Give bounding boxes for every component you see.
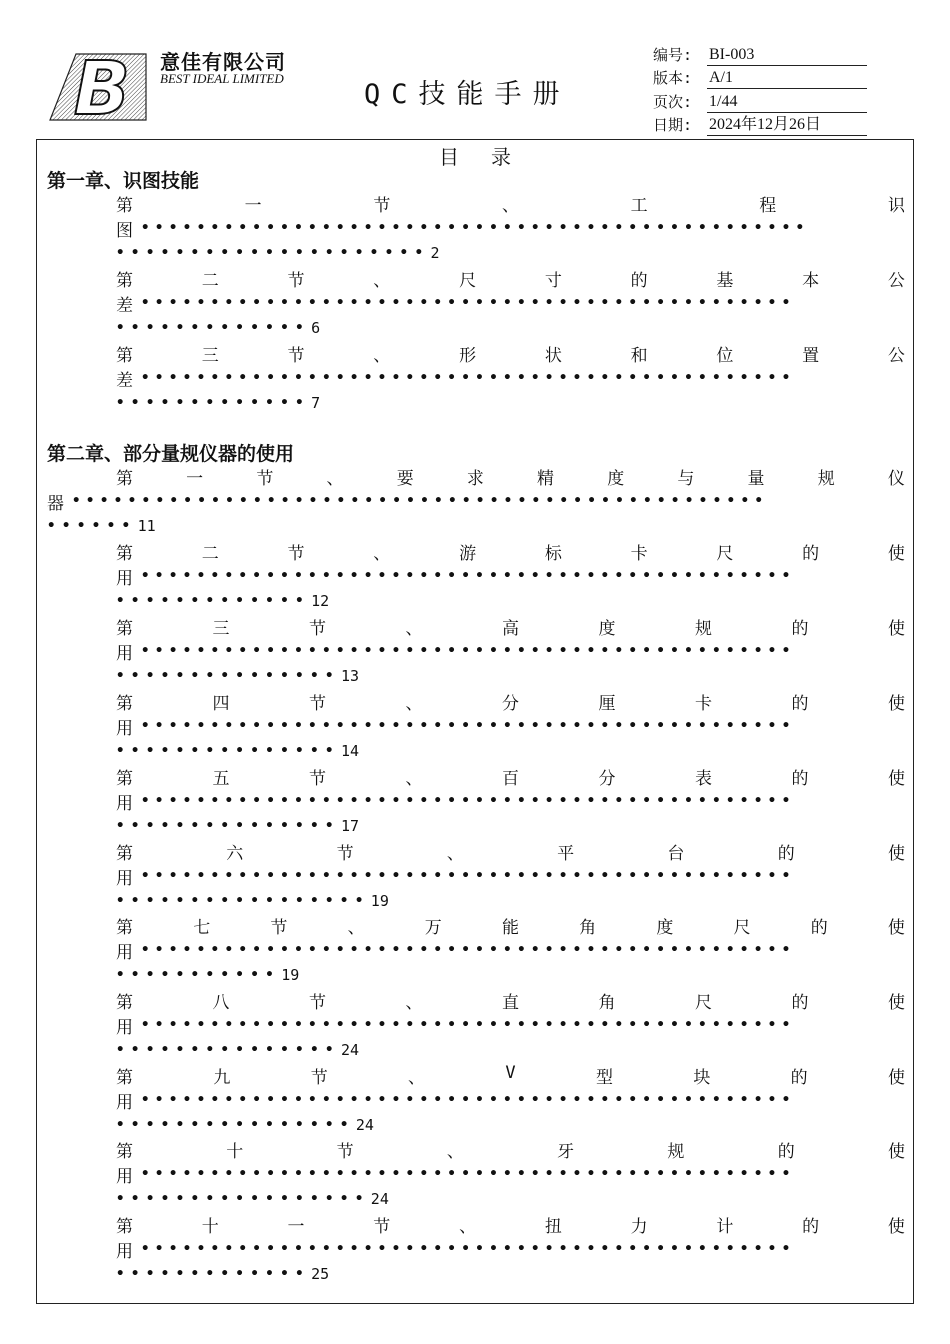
- toc-entry-char: 表: [695, 769, 712, 789]
- toc-entry-char: 台: [667, 844, 685, 864]
- toc-entry-char: 游: [459, 544, 477, 564]
- toc-entry-char: 、: [408, 1068, 426, 1088]
- dot-leader: •••••••••••••••: [116, 743, 340, 759]
- toc-entry-char: 第: [116, 1142, 133, 1162]
- dot-leader: •••••••••••••: [116, 320, 311, 336]
- toc-entry-char: 公: [887, 346, 905, 366]
- toc-entry-char: 使: [887, 1217, 905, 1237]
- toc-entry-char: 标: [544, 544, 562, 564]
- toc-entry-char: 第: [116, 619, 133, 639]
- toc-entry-lead-char: 用: [116, 868, 133, 888]
- meta-row: [653, 42, 867, 66]
- toc-entry-char: 与: [677, 469, 695, 489]
- toc-entry-char: 度: [656, 918, 674, 938]
- toc-entry-char: 节: [270, 918, 288, 938]
- toc-entry-char: 量: [747, 469, 765, 489]
- toc-entry-char: 节: [309, 769, 326, 789]
- toc-entry-char: 、: [347, 918, 365, 938]
- page-number: 13: [340, 667, 359, 685]
- toc-entry-char: 仪: [887, 469, 905, 489]
- toc-entry-char: 、: [405, 694, 423, 714]
- toc-entry-char: 角: [579, 918, 597, 938]
- company-logo: [46, 50, 150, 124]
- toc-entry-leader: [116, 639, 907, 663]
- toc-entry-char: 使: [888, 769, 905, 789]
- document-meta: [653, 42, 867, 136]
- toc-entry-char: 公: [887, 271, 905, 291]
- meta-underline: [707, 46, 867, 66]
- toc-entry-char: 尺: [695, 993, 712, 1013]
- dot-leader: •••••••••••••••••••••••••••••••••••••••••••••••: [141, 942, 796, 958]
- toc-entry-char: 、: [326, 469, 344, 489]
- dot-leader: •••••••••••••••: [116, 668, 340, 684]
- toc-entry-char: 九: [213, 1068, 231, 1088]
- toc-entry-char: 的: [630, 271, 648, 291]
- toc-entry-char: 第: [116, 1068, 133, 1088]
- toc-entry-page-line: [116, 664, 359, 688]
- logo-letter: B: [73, 50, 131, 124]
- page-number: 7: [311, 394, 321, 412]
- dot-leader: •••••••••••••: [116, 593, 311, 609]
- toc-entry-char: 、: [405, 769, 423, 789]
- toc-entry-char: 形: [459, 346, 477, 366]
- toc-entry-char: 节: [310, 1068, 328, 1088]
- toc-entry-page-line: [116, 889, 389, 913]
- toc-entry-leader: [116, 291, 907, 315]
- toc-entry-lead-char: 用: [116, 1017, 133, 1037]
- toc-entry-lead-char: 图: [116, 220, 133, 240]
- toc-entry-char: 规: [817, 469, 835, 489]
- toc-entry-leader: [47, 489, 907, 513]
- toc-entry-lead-char: 用: [116, 1241, 133, 1261]
- toc-entry-char: 六: [226, 844, 244, 864]
- toc-entry-char: 置: [802, 346, 820, 366]
- meta-label: 版本:: [653, 69, 693, 87]
- toc-entry-char: 尺: [459, 271, 477, 291]
- toc-entry-char: 节: [309, 694, 326, 714]
- meta-row: [653, 66, 867, 90]
- toc-entry-char: 二: [201, 544, 219, 564]
- toc-entry-page-line: [116, 1113, 374, 1137]
- toc-entry-char: 节: [287, 544, 305, 564]
- toc-entry-title: [116, 539, 905, 563]
- toc-entry-char: 节: [373, 196, 391, 216]
- toc-entry-char: 使: [888, 694, 905, 714]
- toc-entry-title: [116, 341, 905, 365]
- toc-entry-char: 节: [256, 469, 274, 489]
- toc-entry-lead-char: 差: [116, 295, 133, 315]
- page-number: 11: [137, 517, 156, 535]
- toc-entry-char: 五: [212, 769, 230, 789]
- dot-leader: •••••••••••••••••: [116, 1191, 370, 1207]
- toc-entry-char: 本: [802, 271, 820, 291]
- toc-entry-char: 牙: [557, 1142, 575, 1162]
- toc-entry-lead-char: 用: [116, 718, 133, 738]
- toc-entry-leader: [116, 1013, 907, 1037]
- toc-entry-char: 一: [287, 1217, 305, 1237]
- dot-leader: •••••••••••••••••••••••••••••••••••••••••••••••: [141, 1092, 796, 1108]
- toc-entry-char: 规: [695, 619, 712, 639]
- toc-entry-title: [116, 614, 905, 638]
- toc-entry-char: 第: [116, 769, 133, 789]
- toc-entry-title: [116, 266, 905, 290]
- dot-leader: •••••••••••••••••••••••••••••••••••••••••••••••: [141, 643, 796, 659]
- toc-entry-char: 使: [887, 844, 905, 864]
- toc-entry-char: 第: [116, 1217, 133, 1237]
- toc-entry-char: 的: [791, 694, 809, 714]
- page-number: 6: [311, 319, 321, 337]
- toc-entry-char: 十: [226, 1142, 244, 1162]
- toc-entry-char: 、: [405, 993, 423, 1013]
- toc-entry-lead-char: 用: [116, 942, 133, 962]
- toc-entry-char: 七: [193, 918, 211, 938]
- toc-entry-char: 高: [502, 619, 519, 639]
- toc-entry-leader: [116, 1162, 907, 1186]
- meta-underline: [707, 116, 867, 136]
- dot-leader: •••••••••••: [116, 967, 281, 983]
- toc-entry-leader: [116, 216, 907, 240]
- toc-entry-char: 厘: [598, 694, 616, 714]
- toc-entry-char: 识: [887, 196, 905, 216]
- toc-entry-lead-char: 用: [116, 793, 133, 813]
- page-number: 24: [355, 1116, 374, 1134]
- toc-entry-leader: [116, 1237, 907, 1261]
- chapter-title: 第二章、部分量规仪器的使用: [47, 443, 295, 465]
- dot-leader: •••••••••••••••••••••••••••••••••••••••••••••••: [141, 1017, 796, 1033]
- toc-entry-char: 能: [501, 918, 519, 938]
- toc-entry-char: 、: [373, 544, 391, 564]
- toc-entry-char: 尺: [716, 544, 734, 564]
- toc-entry-lead-char: 器: [47, 493, 64, 513]
- dot-leader: •••••••••••••••••••••••••••••••••••••••••••••••: [141, 868, 796, 884]
- toc-entry-page-line: [116, 1187, 389, 1211]
- toc-entry-char: 第: [116, 993, 133, 1013]
- toc-entry-char: 万: [424, 918, 442, 938]
- toc-entry-char: 的: [802, 1217, 820, 1237]
- toc-entry-char: 度: [607, 469, 625, 489]
- toc-entry-page-line: [116, 1038, 359, 1062]
- toc-entry-char: 二: [201, 271, 219, 291]
- toc-entry-page-line: [116, 1262, 329, 1286]
- toc-entry-char: 的: [791, 619, 809, 639]
- meta-row: [653, 89, 867, 113]
- toc-entry-char: 节: [373, 1217, 391, 1237]
- toc-entry-char: 平: [557, 844, 575, 864]
- toc-entry-title: [116, 839, 905, 863]
- toc-entry-char: 、: [373, 271, 391, 291]
- toc-entry-char: 使: [888, 1068, 905, 1088]
- meta-label: 编号:: [653, 45, 693, 64]
- toc-entry-char: 第: [116, 844, 133, 864]
- meta-value: BI-003: [709, 45, 755, 63]
- dot-leader: •••••••••••••••: [116, 818, 340, 834]
- toc-entry-page-line: [116, 814, 359, 838]
- toc-entry-char: 的: [802, 544, 820, 564]
- toc-entry-char: 使: [887, 918, 905, 938]
- toc-entry-char: 分: [598, 769, 616, 789]
- company-name-en: BEST IDEAL LIMITED: [160, 71, 284, 86]
- toc-entry-page-line: [116, 963, 299, 987]
- toc-entry-char: 使: [887, 1142, 905, 1162]
- toc-entry-char: 十: [201, 1217, 219, 1237]
- meta-label: 日期:: [653, 116, 693, 134]
- toc-entry-char: 、: [405, 619, 423, 639]
- toc-entry-char: 求: [466, 469, 484, 489]
- toc-entry-char: 第: [116, 469, 133, 489]
- meta-underline: [707, 69, 867, 89]
- toc-entry-title: [116, 764, 905, 788]
- toc-entry-char: 寸: [544, 271, 562, 291]
- toc-entry-title: [116, 913, 905, 937]
- toc-entry-leader: [116, 366, 907, 390]
- toc-entry-lead-char: 差: [116, 370, 133, 390]
- toc-entry-char: 第: [116, 196, 133, 216]
- toc-entry-char: 直: [502, 993, 519, 1013]
- toc-entry-char: 的: [791, 993, 809, 1013]
- dot-leader: •••••••••••••: [116, 395, 311, 411]
- page-number: 12: [311, 592, 330, 610]
- toc-entry-char: 和: [630, 346, 648, 366]
- dot-leader: •••••••••••••: [116, 1266, 311, 1282]
- toc-entry-char: 节: [309, 619, 326, 639]
- page-number: 14: [340, 742, 359, 760]
- meta-row: [653, 113, 867, 137]
- dot-leader: •••••••••••••••: [116, 1042, 340, 1058]
- page-number: 19: [370, 892, 389, 910]
- dot-leader: •••••••••••••••••••••••••••••••••••••••••••••••: [141, 718, 796, 734]
- toc-entry-char: 节: [309, 993, 326, 1013]
- toc-entry-title: [116, 191, 905, 215]
- toc-entry-title: [116, 464, 905, 488]
- toc-entry-char: 四: [212, 694, 230, 714]
- dot-leader: ••••••••••••••••••••••••••••••••••••••••••••••••••: [72, 493, 769, 509]
- toc-entry-char: 力: [630, 1217, 648, 1237]
- page-number: 17: [340, 817, 359, 835]
- toc-entry-char: 的: [790, 1068, 808, 1088]
- toc-entry-char: 的: [777, 1142, 795, 1162]
- toc-entry-char: 、: [459, 1217, 477, 1237]
- dot-leader: •••••••••••••••••••••••••••••••••••••••••••••••: [141, 568, 796, 584]
- toc-entry-char: 分: [502, 694, 519, 714]
- toc-entry-char: 块: [693, 1068, 711, 1088]
- toc-entry-lead-char: 用: [116, 1092, 133, 1112]
- toc-entry-leader: [116, 1088, 907, 1112]
- meta-value: 1/44: [709, 92, 738, 110]
- toc-entry-char: 角: [598, 993, 616, 1013]
- toc-entry-char: 计: [716, 1217, 734, 1237]
- meta-value: A/1: [709, 69, 733, 86]
- toc-entry-char: 要: [396, 469, 414, 489]
- toc-entry-char: 程: [759, 196, 777, 216]
- dot-leader: •••••••••••••••••••••••••••••••••••••••••••••••: [141, 1166, 796, 1182]
- dot-leader: •••••••••••••••••••••••••••••••••••••••••••••••: [141, 793, 796, 809]
- toc-entry-title: [116, 1063, 905, 1087]
- toc-entry-char: 位: [716, 346, 734, 366]
- toc-entry-page-line: [116, 316, 320, 340]
- toc-entry-page-line: [116, 391, 320, 415]
- toc-entry-char: 、: [373, 346, 391, 366]
- toc-entry-char: 第: [116, 694, 133, 714]
- toc-entry-char: 精: [537, 469, 555, 489]
- toc-entry-char: 第: [116, 544, 133, 564]
- dot-leader: •••••••••••••••••: [116, 893, 370, 909]
- toc-entry-char: 第: [116, 271, 133, 291]
- toc-entry-char: 的: [810, 918, 828, 938]
- toc-entry-char: 使: [887, 544, 905, 564]
- toc-entry-char: 、: [501, 196, 519, 216]
- toc-entry-char: 卡: [695, 694, 712, 714]
- toc-entry-char: 、: [446, 1142, 464, 1162]
- toc-entry-char: 节: [287, 346, 305, 366]
- dot-leader: •••••••••••••••••••••••••••••••••••••••••••••••: [141, 295, 796, 311]
- toc-entry-lead-char: 用: [116, 568, 133, 588]
- toc-entry-leader: [116, 938, 907, 962]
- toc-entry-char: 卡: [630, 544, 648, 564]
- toc-entry-char: 百: [502, 769, 519, 789]
- toc-entry-char: 的: [791, 769, 809, 789]
- page-number: 25: [311, 1265, 330, 1283]
- document-title: QC技能手册: [364, 79, 571, 110]
- toc-entry-title: [116, 689, 905, 713]
- chapter-title: 第一章、识图技能: [47, 170, 200, 192]
- page-number: 2: [430, 244, 440, 262]
- toc-entry-title: [116, 1212, 905, 1236]
- dot-leader: ••••••: [47, 518, 137, 534]
- toc-entry-char: 节: [336, 844, 354, 864]
- toc-entry-title: [116, 1137, 905, 1161]
- toc-entry-char: 尺: [733, 918, 751, 938]
- meta-underline: [707, 93, 867, 113]
- toc-entry-page-line: [116, 739, 359, 763]
- toc-entry-char: 基: [716, 271, 734, 291]
- toc-entry-char: 状: [544, 346, 562, 366]
- dot-leader: •••••••••••••••••••••••••••••••••••••••••••••••: [141, 1241, 796, 1257]
- meta-value: 2024年12月26日: [709, 116, 822, 133]
- toc-entry-char: 三: [212, 619, 230, 639]
- toc-entry-char: 节: [336, 1142, 354, 1162]
- toc-entry-char: 、: [446, 844, 464, 864]
- toc-entry-char: 八: [212, 993, 230, 1013]
- toc-entry-char: 一: [244, 196, 262, 216]
- toc-entry-leader: [116, 864, 907, 888]
- toc-entry-lead-char: 用: [116, 643, 133, 663]
- meta-label: 页次:: [653, 92, 693, 111]
- toc-entry-lead-char: 用: [116, 1166, 133, 1186]
- dot-leader: ••••••••••••••••••••••••••••••••••••••••••••••••: [141, 220, 810, 236]
- toc-entry-char: 工: [630, 196, 648, 216]
- toc-entry-page-line: [47, 514, 156, 538]
- toc-entry-char: 一: [186, 469, 204, 489]
- toc-entry-char: 第: [116, 346, 133, 366]
- page-number: 19: [281, 966, 300, 984]
- dot-leader: •••••••••••••••••••••••••••••••••••••••••••••••: [141, 370, 796, 386]
- toc-entry-char: 使: [888, 993, 905, 1013]
- toc-entry-char: 扭: [544, 1217, 562, 1237]
- toc-entry-char: V: [505, 1063, 516, 1083]
- toc-entry-page-line: [116, 589, 329, 613]
- company-name-cn: 意佳有限公司: [160, 50, 286, 74]
- toc-entry-char: 的: [777, 844, 795, 864]
- toc-entry-char: 第: [116, 918, 133, 938]
- toc-entry-char: 三: [201, 346, 219, 366]
- toc-entry-char: 度: [598, 619, 616, 639]
- toc-heading: 目录: [439, 145, 543, 169]
- toc-entry-char: 节: [287, 271, 305, 291]
- toc-entry-title: [116, 988, 905, 1012]
- toc-entry-leader: [116, 564, 907, 588]
- toc-entry-char: 型: [595, 1068, 613, 1088]
- dot-leader: •••••••••••••••••••••: [116, 245, 430, 261]
- dot-leader: ••••••••••••••••: [116, 1117, 355, 1133]
- toc-entry-page-line: [116, 241, 440, 265]
- toc-entry-leader: [116, 714, 907, 738]
- page-number: 24: [340, 1041, 359, 1059]
- page-number: 24: [370, 1190, 389, 1208]
- toc-entry-leader: [116, 789, 907, 813]
- toc-entry-char: 使: [888, 619, 905, 639]
- toc-entry-char: 规: [667, 1142, 685, 1162]
